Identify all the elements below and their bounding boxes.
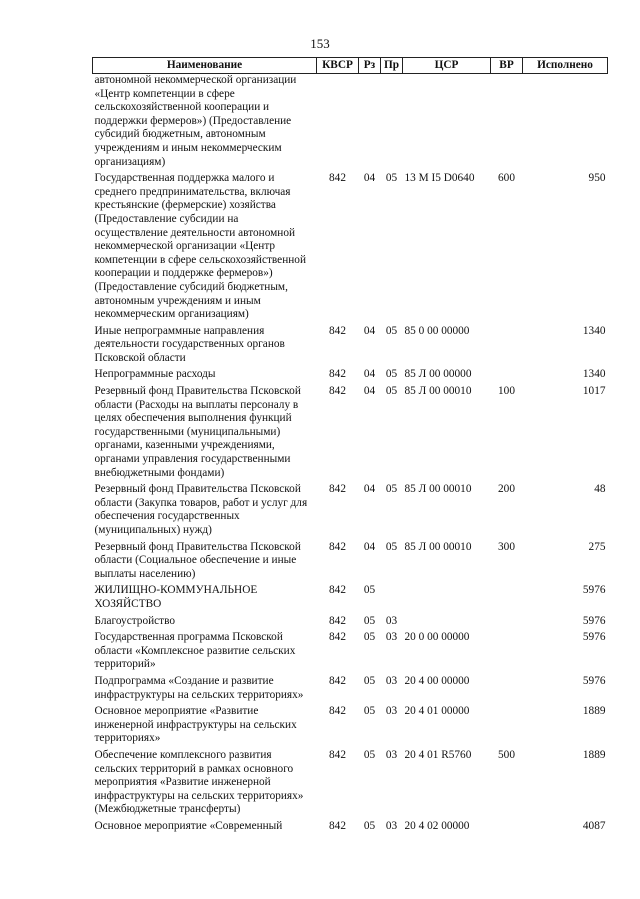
table-row <box>93 74 608 173</box>
row-csr: 85 Л 00 00010 <box>404 385 472 398</box>
row-amount: 1340 <box>582 368 606 381</box>
row-kvsr: 842 <box>329 483 346 496</box>
row-pr: 05 <box>385 368 398 381</box>
row-amount <box>523 74 608 173</box>
row-csr <box>403 74 491 173</box>
row-kvsr: 842 <box>329 540 346 553</box>
row-name: Основное мероприятие «Современный <box>94 819 283 832</box>
row-vr: 100 <box>498 385 515 398</box>
row-pr: 03 <box>385 819 398 832</box>
row-kvsr: 842 <box>329 172 346 185</box>
budget-table <box>92 57 608 836</box>
row-name: Благоустройство <box>94 614 175 627</box>
table-row <box>93 615 608 632</box>
row-kvsr: 842 <box>329 385 346 398</box>
row-name: автономной некоммерческой организации «Центр компетенции в сфере сельскохозяйственной кооперации и поддержки фермеров») (Предоставление субсидий бюджетным, автономным учреждениям и иным некоммерческим организациям) <box>94 74 297 168</box>
row-vr <box>491 631 523 675</box>
row-vr: 600 <box>498 172 515 185</box>
row-csr: 20 4 02 00000 <box>404 819 470 832</box>
row-pr: 03 <box>385 748 398 761</box>
row-amount: 1889 <box>582 705 606 718</box>
row-vr: 500 <box>498 748 515 761</box>
row-pr: 05 <box>385 483 398 496</box>
row-kvsr: 842 <box>329 705 346 718</box>
row-csr <box>403 584 491 614</box>
row-rz: 04 <box>363 368 376 381</box>
row-vr <box>491 325 523 369</box>
row-kvsr: 842 <box>329 819 346 832</box>
row-rz <box>359 74 381 173</box>
row-rz: 04 <box>363 324 376 337</box>
row-rz: 05 <box>363 819 376 832</box>
row-pr: 03 <box>385 614 398 627</box>
row-rz: 05 <box>363 748 376 761</box>
row-rz: 04 <box>363 385 376 398</box>
row-kvsr: 842 <box>329 748 346 761</box>
row-vr: 300 <box>498 540 515 553</box>
row-amount: 48 <box>594 483 606 496</box>
row-name: Подпрограмма «Создание и развитие инфраструктуры на сельских территориях» <box>94 674 304 701</box>
table-row <box>93 675 608 705</box>
row-vr <box>491 74 523 173</box>
row-vr <box>491 615 523 632</box>
table-row <box>93 325 608 369</box>
row-kvsr: 842 <box>329 584 346 597</box>
row-amount: 1340 <box>582 324 606 337</box>
header-csr: ЦСР <box>403 58 491 74</box>
header-amount: Исполнено <box>523 58 608 74</box>
table-row <box>93 705 608 749</box>
row-amount: 950 <box>588 172 606 185</box>
row-name: Непрограммные расходы <box>94 368 216 381</box>
row-amount: 4087 <box>582 819 606 832</box>
row-csr: 20 0 00 00000 <box>404 631 470 644</box>
row-pr: 03 <box>385 631 398 644</box>
row-pr: 03 <box>385 674 398 687</box>
row-csr: 13 М I5 D0640 <box>404 172 475 185</box>
row-rz: 05 <box>363 584 376 597</box>
row-amount: 5976 <box>582 614 606 627</box>
row-csr: 20 4 01 R5760 <box>404 748 472 761</box>
row-pr: 05 <box>385 324 398 337</box>
header-kvsr: КВСР <box>317 58 359 74</box>
row-amount: 5976 <box>582 631 606 644</box>
row-csr: 85 Л 00 00000 <box>404 368 472 381</box>
row-amount: 275 <box>588 540 606 553</box>
row-name: Обеспечение комплексного развития сельских территорий в рамках основного мероприятия «Развитие инженерной инфраструктуры на сельских территориях» (Межбюджетные трансферты) <box>94 748 304 816</box>
row-csr <box>403 615 491 632</box>
row-rz: 05 <box>363 614 376 627</box>
row-vr <box>491 820 523 837</box>
row-name: Резервный фонд Правительства Псковской области (Расходы на выплаты персоналу в целях обеспечения выполнения функций государственными (муниципальными) органами, казенными учреждениями, органами управления государственными внебюджетными фондами) <box>94 385 301 479</box>
row-name: Резервный фонд Правительства Псковской области (Социальное обеспечение и иные выплаты населению) <box>94 540 301 580</box>
row-rz: 04 <box>363 540 376 553</box>
row-csr: 85 Л 00 00010 <box>404 483 472 496</box>
row-pr <box>381 584 403 614</box>
table-body <box>93 74 608 837</box>
header-name: Наименование <box>93 58 317 74</box>
page-number: 153 <box>310 36 330 51</box>
row-pr: 05 <box>385 540 398 553</box>
row-name: Резервный фонд Правительства Псковской области (Закупка товаров, работ и услуг для обеспечения государственных (муниципальных) нужд) <box>94 483 308 536</box>
row-kvsr: 842 <box>329 674 346 687</box>
row-vr <box>491 675 523 705</box>
row-name: Основное мероприятие «Развитие инженерной инфраструктуры на сельских территориях» <box>94 705 297 745</box>
row-vr: 200 <box>498 483 515 496</box>
table-header-row <box>93 58 608 74</box>
row-csr: 85 Л 00 00010 <box>404 540 472 553</box>
table-row <box>93 368 608 385</box>
row-pr: 03 <box>385 705 398 718</box>
row-pr: 05 <box>385 385 398 398</box>
table-row <box>93 483 608 540</box>
row-pr <box>381 74 403 173</box>
row-rz: 05 <box>363 631 376 644</box>
table-row <box>93 541 608 585</box>
row-kvsr: 842 <box>329 614 346 627</box>
row-amount: 5976 <box>582 674 606 687</box>
row-kvsr: 842 <box>329 631 346 644</box>
row-rz: 05 <box>363 705 376 718</box>
row-amount: 1889 <box>582 748 606 761</box>
table-row <box>93 749 608 820</box>
header-rz: Рз <box>359 58 381 74</box>
header-pr: Пр <box>381 58 403 74</box>
row-rz: 04 <box>363 172 376 185</box>
table-row <box>93 820 608 837</box>
row-vr <box>491 705 523 749</box>
row-csr: 20 4 00 00000 <box>404 674 470 687</box>
table-row <box>93 172 608 325</box>
row-name: Иные непрограммные направления деятельности государственных органов Псковской области <box>94 324 285 364</box>
row-rz: 05 <box>363 674 376 687</box>
row-csr: 20 4 01 00000 <box>404 705 470 718</box>
row-kvsr <box>317 74 359 173</box>
table-row <box>93 385 608 483</box>
row-vr <box>491 584 523 614</box>
row-rz: 04 <box>363 483 376 496</box>
row-kvsr: 842 <box>329 368 346 381</box>
row-vr <box>491 368 523 385</box>
row-name: Государственная программа Псковской области «Комплексное развитие сельских территорий» <box>94 631 296 671</box>
row-amount: 1017 <box>582 385 606 398</box>
row-pr: 05 <box>385 172 398 185</box>
row-amount: 5976 <box>582 584 606 597</box>
row-name: Государственная поддержка малого и среднего предпринимательства, включая крестьянские (фермерские) хозяйства (Предоставление субсидии на осуществление деятельности автономной некоммерческой организации «Центр компетенции в сфере сельскохозяйственной кооперации и поддержке фермеров») (Предоставление субсидий бюджетным, автономным учреждениям и иным некоммерческим организациям) <box>94 172 306 321</box>
header-vr: ВР <box>491 58 523 74</box>
row-kvsr: 842 <box>329 324 346 337</box>
table-row <box>93 631 608 675</box>
table-row <box>93 584 608 614</box>
row-name: ЖИЛИЩНО-КОММУНАЛЬНОЕ ХОЗЯЙСТВО <box>94 584 258 610</box>
row-csr: 85 0 00 00000 <box>404 324 470 337</box>
